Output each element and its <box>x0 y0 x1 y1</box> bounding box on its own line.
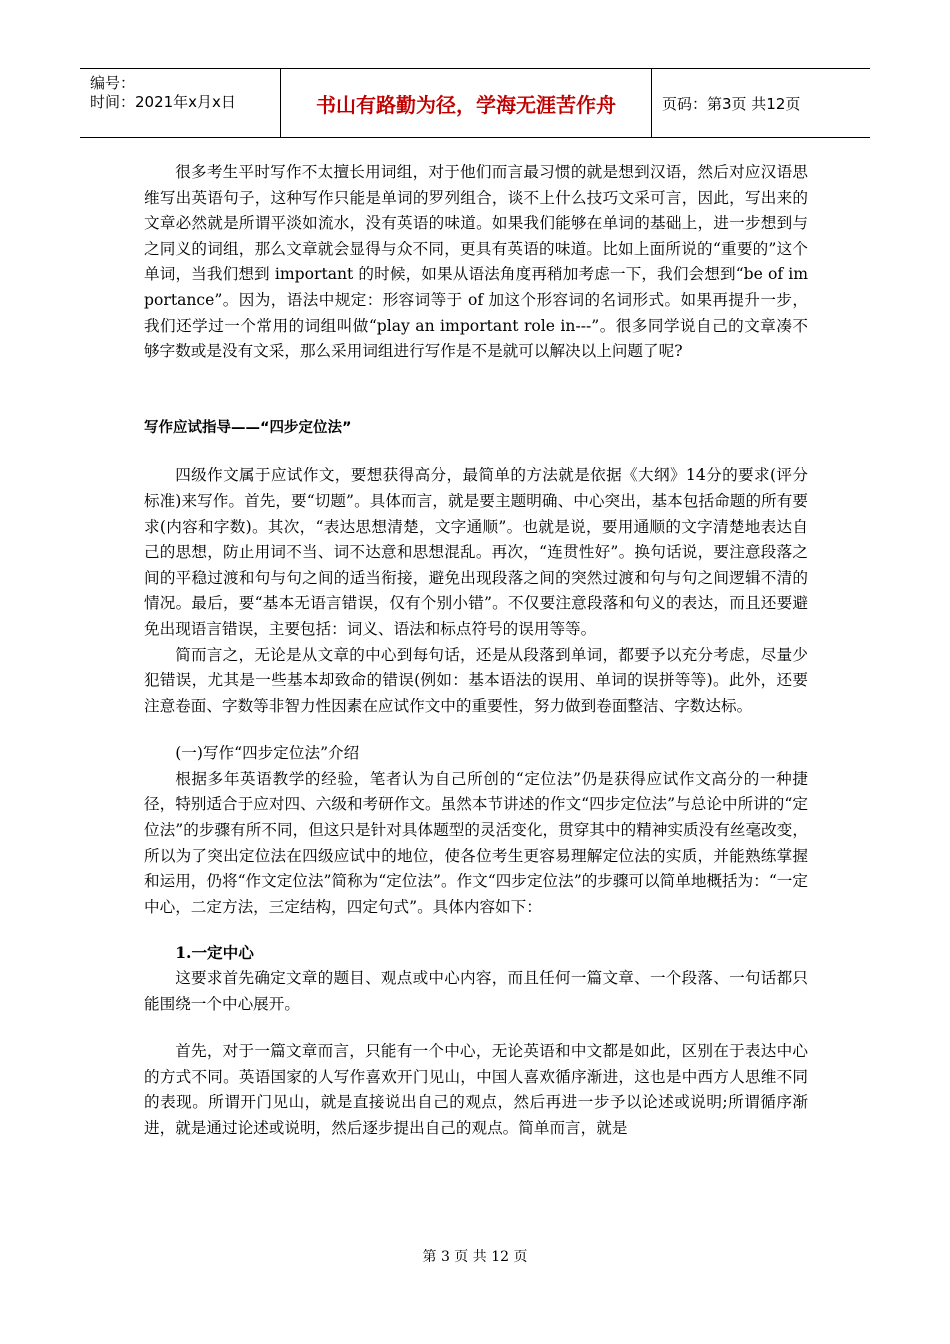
document-date: 时间：2021年x月x日 <box>90 93 236 111</box>
document-number: 编号： <box>90 74 136 92</box>
paragraph-phrases: 很多考生平时写作不太擅长用词组，对于他们而言最习惯的就是想到汉语，然后对应汉语思维写出英语句子，这种写作只能是单词的罗列组合，谈不上什么技巧文采可言，因此，写出来的文章必然就是所谓平淡如流水，没有英语的味道。如果我们能够在单词的基础上，进一步想到与之同义的词组，那么文章就会显得与众不同，更具有英语的味道。比如上面所说的“重要的”这个单词，当我们想到 important 的时候，如果从语法角度再稍加考虑一下，我们会想到“be of importance”。因为，语法中规定：形容词等于 of 加这个形容词的名词形式。如果再提升一步，我们还学过一个常用的词组叫做“play an important role in---”。很多同学说自己的文章凑不够字数或是没有文采，那么采用词组进行写作是不是就可以解决以上问题了呢? <box>144 163 808 361</box>
section-heading: 写作应试指导——“四步定位法” <box>144 419 352 436</box>
page-header <box>80 68 870 138</box>
subheading-intro: (一)写作“四步定位法”介绍 <box>175 744 360 763</box>
paragraph-center: 首先，对于一篇文章而言，只能有一个中心，无论英语和中文都是如此，区别在于表达中心的方式不同。英语国家的人写作喜欢开门见山，中国人喜欢循序渐进，这也是中西方人思维不同的表现。所谓开门见山，就是直接说出自己的观点，然后再进一步予以论述或说明;所谓循序渐进，就是通过论述或说明，然后逐步提出自己的观点。简单而言，就是 <box>144 1042 808 1137</box>
paragraph-step-one: 这要求首先确定文章的题目、观点或中心内容，而且任何一篇文章、一个段落、一句话都只能围绕一个中心展开。 <box>144 969 808 1013</box>
paragraph-requirements: 四级作文属于应试作文，要想获得高分，最简单的方法就是依据《大纲》14分的要求(评分标准)来写作。首先，要“切题”。具体而言，就是要主题明确、中心突出，基本包括命题的所有要求(内容和字数)。其次，“表达思想清楚，文字通顺”。也就是说，要用通顺的文字清楚地表达自己的思想，防止用词不当、词不达意和思想混乱。再次，“连贯性好”。换句话说，要注意段落之间的平稳过渡和句与句之间的适当衔接，避免出现段落之间的突然过渡和句与句之间逻辑不清的情况。最后，要“基本无语言错误，仅有个别小错”。不仅要注意段落和句义的表达，而且还要避免出现语言错误，主要包括：词义、语法和标点符号的误用等等。 <box>144 466 808 638</box>
subheading-step-one: 1.一定中心 <box>175 943 254 963</box>
page-footer: 第 3 页 共 12 页 <box>422 1249 528 1265</box>
header-motto: 书山有路勤为径，学海无涯苦作舟 <box>281 69 652 137</box>
paragraph-method: 根据多年英语教学的经验，笔者认为自己所创的“定位法”仍是获得应试作文高分的一种捷径，特别适合于应对四、六级和考研作文。虽然本节讲述的作文“四步定位法”与总论中所讲的“定位法”的步骤有所不同，但这只是针对具体题型的灵活变化，贯穿其中的精神实质没有丝毫改变，所以为了突出定位法在四级应试中的地位，使各位考生更容易理解定位法的实质，并能熟练掌握和运用，仍将“作文定位法”简称为“定位法”。作文“四步定位法”的步骤可以简单地概括为：“一定中心，二定方法，三定结构，四定句式”。具体内容如下： <box>144 769 808 916</box>
header-page-info: 页码：第3页 共12页 <box>662 95 801 113</box>
header-meta <box>80 69 281 137</box>
paragraph-summary: 简而言之，无论是从文章的中心到每句话，还是从段落到单词，都要予以充分考虑，尽量少犯错误，尤其是一些基本却致命的错误(例如：基本语法的误用、单词的误拼等等)。此外，还要注意卷面、字数等非智力性因素在应试作文中的重要性，努力做到卷面整洁、字数达标。 <box>144 645 808 715</box>
document-body <box>144 160 808 1142</box>
